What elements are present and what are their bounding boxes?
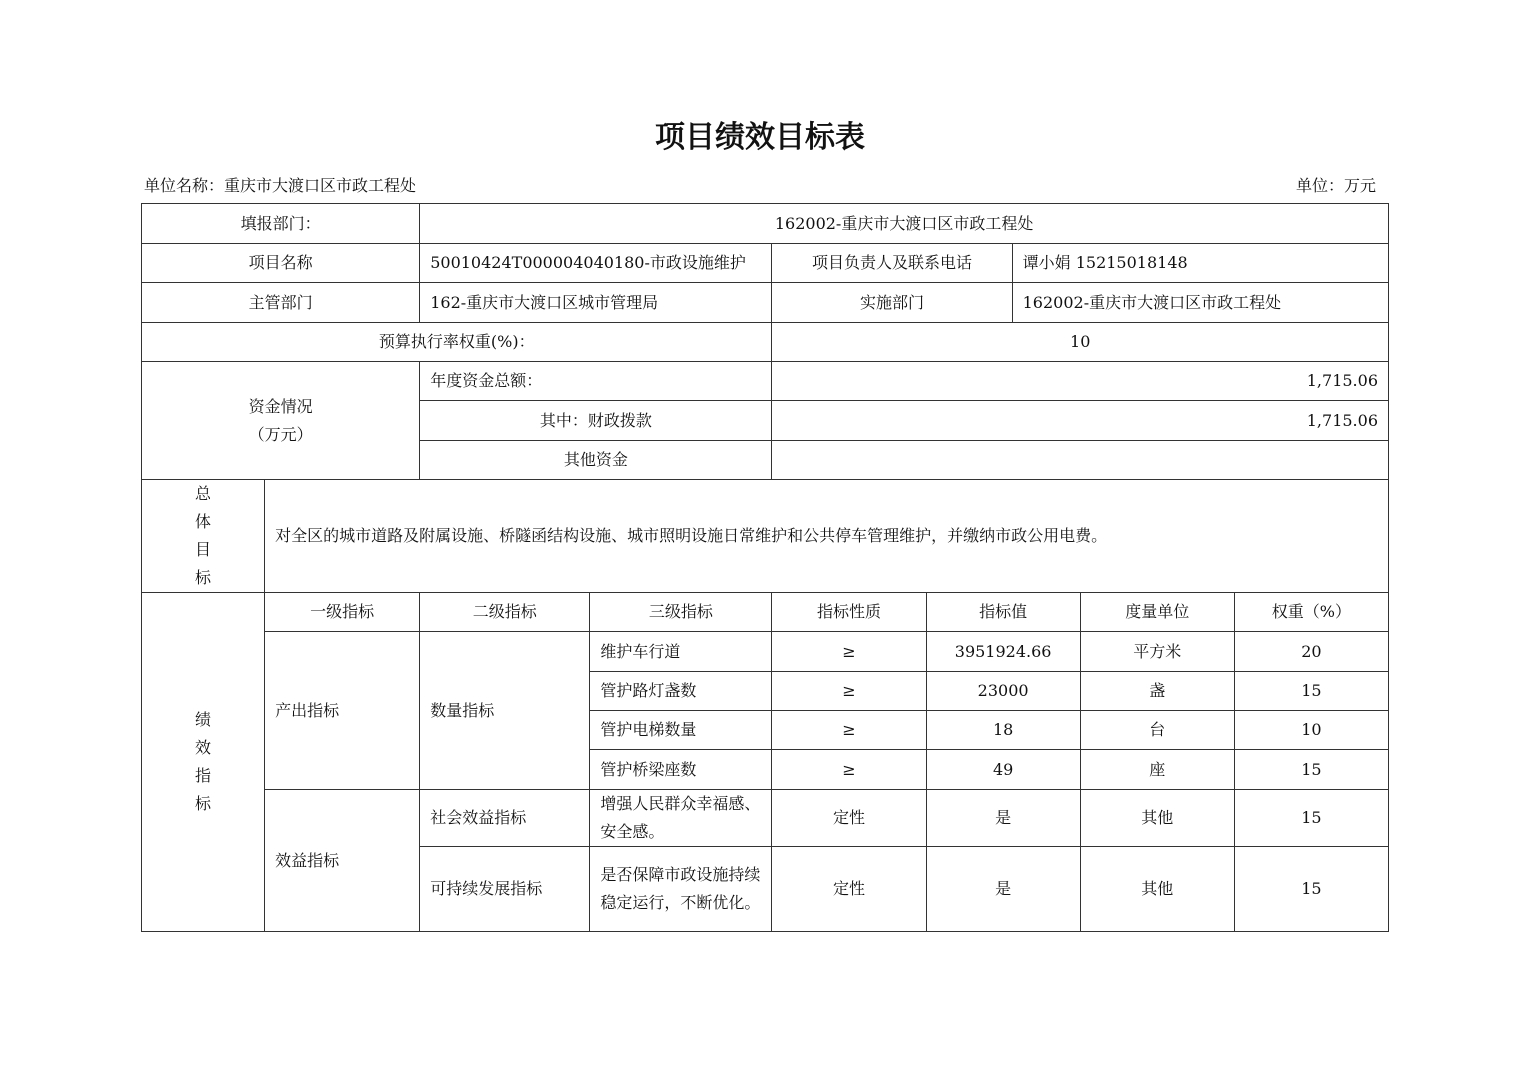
funds-label-1: 资金情况 [248,396,313,416]
dept-label: 填报部门： [142,204,420,244]
funds-label [142,362,420,480]
supervisor-value: 162-重庆市大渡口区城市管理局 [420,283,772,323]
weight-cell: 15 [1234,672,1388,711]
table-row [142,790,1389,847]
budget-rate-value: 10 [772,323,1389,362]
fiscal-funds-value: 1,715.06 [772,401,1389,441]
table-row [142,632,1389,672]
perf-char: 标 [195,794,212,813]
goal-char: 标 [195,568,212,587]
total-funds-value: 1,715.06 [772,362,1389,401]
header-unit: 度量单位 [1080,593,1234,632]
header-l3: 三级指标 [590,593,772,632]
value-cell: 3951924.66 [926,632,1080,672]
perf-label [142,593,265,932]
l2-cell: 可持续发展指标 [420,847,590,932]
unit-cell: 座 [1080,750,1234,790]
nature-cell: 定性 [772,790,926,847]
goal-char: 目 [195,540,212,559]
page-title: 项目绩效目标表 [655,120,865,155]
goal-text: 对全区的城市道路及附属设施、桥隧函结构设施、城市照明设施日常维护和公共停车管理维护，并缴纳市政公用电费。 [265,480,1389,593]
l3-cell: 是否保障市政设施持续稳定运行，不断优化。 [590,847,772,932]
impl-label: 实施部门 [772,283,1012,323]
unit-name: 单位名称：重庆市大渡口区市政工程处 [144,176,417,195]
l3-cell: 管护桥梁座数 [590,750,772,790]
output-l1: 产出指标 [265,632,420,790]
project-label: 项目名称 [142,244,420,283]
other-funds-value [772,441,1389,480]
header-l1: 一级指标 [265,593,420,632]
weight-cell: 15 [1234,847,1388,932]
impl-value: 162002-重庆市大渡口区市政工程处 [1012,283,1388,323]
header-l2: 二级指标 [420,593,590,632]
dept-value: 162002-重庆市大渡口区市政工程处 [420,204,1389,244]
weight-cell: 15 [1234,750,1388,790]
goal-char: 体 [195,512,212,531]
perf-char: 效 [195,738,212,757]
funds-label-2: （万元） [248,424,313,444]
nature-cell: ≥ [772,711,926,750]
goal-label [142,480,265,593]
weight-cell: 15 [1234,790,1388,847]
output-l2: 数量指标 [420,632,590,790]
other-funds-label: 其他资金 [420,441,772,480]
unit-cell: 台 [1080,711,1234,750]
unit-cell: 平方米 [1080,632,1234,672]
benefit-l1: 效益指标 [265,790,420,932]
total-funds-label: 年度资金总额： [420,362,772,401]
weight-cell: 10 [1234,711,1388,750]
value-cell: 18 [926,711,1080,750]
nature-cell: ≥ [772,672,926,711]
performance-table [141,203,1389,932]
unit-cell: 其他 [1080,790,1234,847]
unit-cell: 盏 [1080,672,1234,711]
value-cell: 是 [926,790,1080,847]
value-cell: 49 [926,750,1080,790]
contact-value: 谭小娟 15215018148 [1012,244,1388,283]
value-cell: 23000 [926,672,1080,711]
fiscal-funds-label: 其中：财政拨款 [420,401,772,441]
l2-cell: 社会效益指标 [420,790,590,847]
header-nature: 指标性质 [772,593,926,632]
l3-cell: 管护电梯数量 [590,711,772,750]
unit-cell: 其他 [1080,847,1234,932]
perf-char: 指 [195,766,212,785]
nature-cell: ≥ [772,750,926,790]
contact-label: 项目负责人及联系电话 [772,244,1012,283]
l3-cell: 维护车行道 [590,632,772,672]
nature-cell: 定性 [772,847,926,932]
value-cell: 是 [926,847,1080,932]
project-value: 50010424T000004040180-市政设施维护 [420,244,772,283]
nature-cell: ≥ [772,632,926,672]
perf-char: 绩 [195,710,212,729]
header-value: 指标值 [926,593,1080,632]
l3-cell: 管护路灯盏数 [590,672,772,711]
l3-cell: 增强人民群众幸福感、安全感。 [590,790,772,847]
currency-unit: 单位：万元 [1295,176,1376,195]
budget-rate-label: 预算执行率权重(%)： [142,323,772,362]
weight-cell: 20 [1234,632,1388,672]
header-weight: 权重（%） [1234,593,1388,632]
supervisor-label: 主管部门 [142,283,420,323]
goal-char: 总 [195,484,212,503]
